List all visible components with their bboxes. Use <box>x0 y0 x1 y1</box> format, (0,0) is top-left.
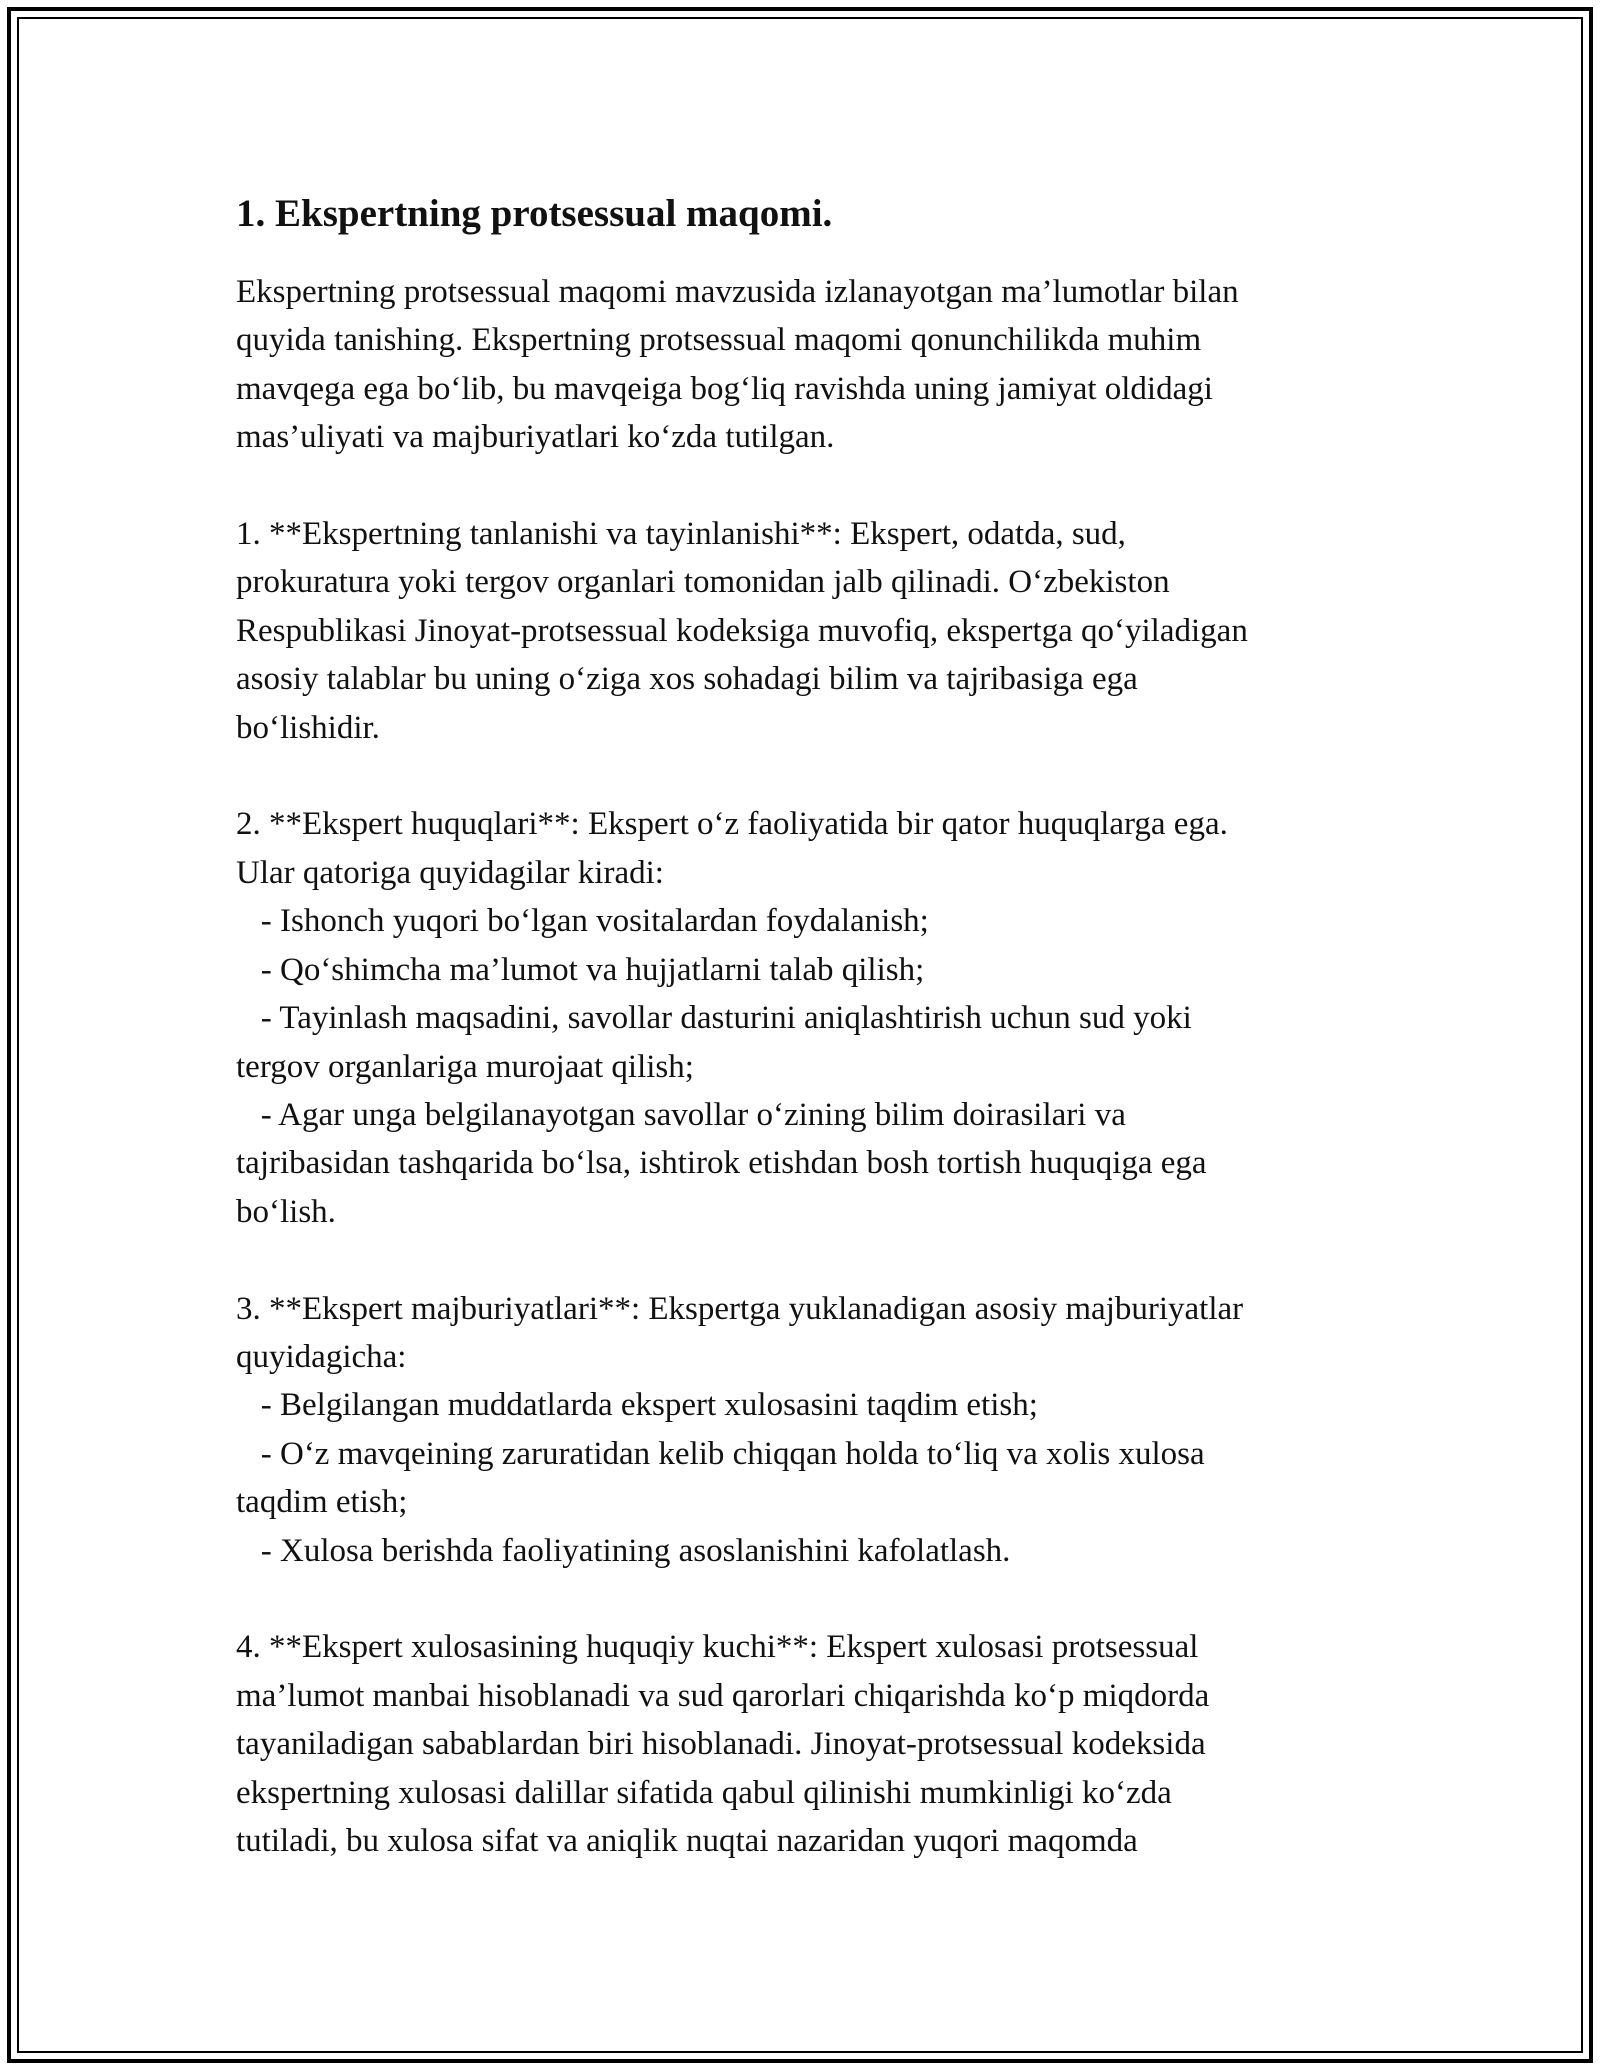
document-heading: 1. Ekspertning protsessual maqomi. <box>236 192 833 235</box>
document-page <box>236 186 1396 1865</box>
document-body: Ekspertning protsessual maqomi mavzusida izlanayotgan ma’lumotlar bilan quyida tanishing. Ekspertning protsessual maqomi qonunchilikda muhim mavqega ega boʻlib, bu mavqeiga bogʻliq ravishda uning jamiyat oldidagi mas’uliyati va majburiyatlari koʻzda tutilgan. 1. **Ekspertning tanlanishi va tayinlanishi**: Ekspert, odatda, sud, prokuratura yoki tergov organlari tomonidan jalb qilinadi. Oʻzbekiston Respublikasi Jinoyat-protsessual kodeksiga muvofiq, ekspertga qoʻyiladigan asosiy talablar bu uning oʻziga xos sohadagi bilim va tajribasiga ega boʻlishidir. 2. **Ekspert huquqlari**: Ekspert oʻz faoliyatida bir qator huquqlarga ega. Ular qatoriga quyidagilar kiradi: - Ishonch yuqori boʻlgan vositalardan foydalanish; - Qoʻshimcha ma’lumot va hujjatlarni talab qilish; - Tayinlash maqsadini, savollar dasturini aniqlashtirish uchun sud yoki tergov organlariga murojaat qilish; - Agar unga belgilanayotgan savollar oʻzining bilim doirasilari va tajribasidan tashqarida boʻlsa, ishtirok etishdan bosh tortish huquqiga ega boʻlish. 3. **Ekspert majburiyatlari**: Ekspertga yuklanadigan asosiy majburiyatlar quyidagicha: - Belgilangan muddatlarda ekspert xulosasini taqdim etish; - Oʻz mavqeining zaruratidan kelib chiqqan holda toʻliq va xolis xulosa taqdim etish; - Xulosa berishda faoliyatining asoslanishini kafolatlash. 4. **Ekspert xulosasining huquqiy kuchi**: Ekspert xulosasi protsessual ma’lumot manbai hisoblanadi va sud qarorlari chiqarishda koʻp miqdorda tayaniladigan sabablardan biri hisoblanadi. Jinoyat-protsessual kodeksida ekspertning xulosasi dalillar sifatida qabul qilinishi mumkinligi koʻzda tutiladi, bu xulosa sifat va aniqlik nuqtai nazaridan yuqori maqomda <box>236 274 1248 1859</box>
